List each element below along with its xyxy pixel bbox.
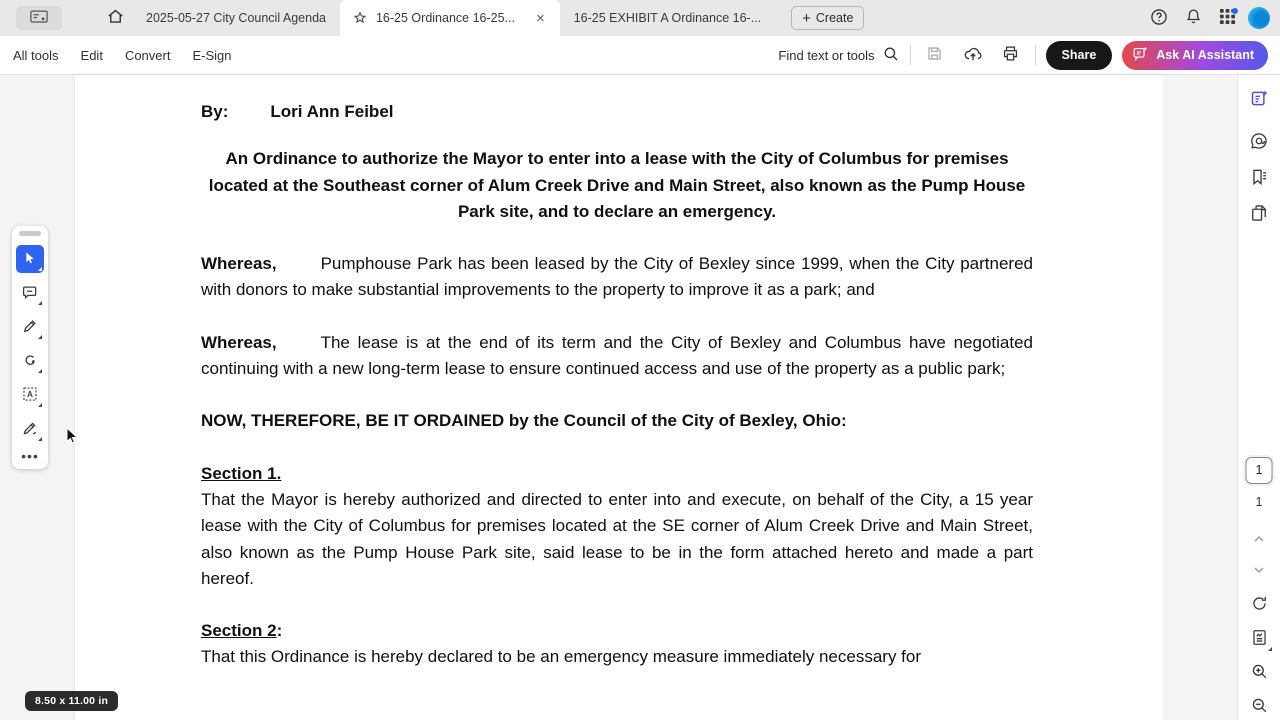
pencil-icon: [21, 317, 39, 338]
add-text-tool-button[interactable]: [16, 381, 44, 409]
help-icon: [1149, 7, 1169, 30]
tab-bar-right: [1146, 0, 1270, 36]
home-icon: [106, 7, 125, 29]
ask-ai-label: Ask AI Assistant: [1156, 48, 1254, 62]
save-icon: [925, 44, 944, 66]
document-menu-icon: [30, 10, 48, 27]
tab-city-council-agenda[interactable]: [132, 0, 340, 36]
cloud-upload-icon: [963, 44, 983, 67]
tab-ordinance-active[interactable]: [340, 0, 560, 36]
page-size-badge: 8.50 x 11.00 in: [25, 691, 118, 711]
divider: [1035, 45, 1036, 65]
whereas-text: Pumphouse Park has been leased by the City of Bexley since 1999, when the City partnered with donors to make substantial improvements to the property to improve it as a park; and: [201, 254, 1033, 300]
by-line: [201, 99, 1033, 125]
upload-cloud-button[interactable]: [959, 41, 987, 69]
search-icon: [882, 45, 900, 66]
draw-lasso-tool-button[interactable]: [16, 347, 44, 375]
rotate-page-button[interactable]: [1244, 590, 1274, 620]
comment-bubble-icon: [21, 283, 39, 304]
menu-convert[interactable]: Convert: [124, 47, 171, 63]
fill-sign-tool-button[interactable]: [16, 415, 44, 443]
bell-icon: [1184, 7, 1203, 29]
tab-label: 16-25 Ordinance 16-25...: [375, 11, 515, 25]
whereas-label: Whereas,: [201, 254, 277, 274]
divider: [910, 45, 911, 65]
page-gutter: [1163, 75, 1237, 720]
menu-esign[interactable]: E-Sign: [192, 47, 232, 63]
save-button[interactable]: [921, 41, 949, 69]
bookmark-icon: [1249, 167, 1269, 190]
comment-at-icon: [1249, 131, 1269, 154]
by-label: By:: [201, 102, 229, 121]
by-value: Lori Ann Feibel: [270, 102, 394, 121]
whereas-paragraph-2: [201, 330, 1033, 383]
comments-panel-button[interactable]: [1244, 127, 1274, 157]
pages-panel-button[interactable]: [1244, 199, 1274, 229]
create-tab-button[interactable]: [791, 6, 864, 30]
zoom-in-button[interactable]: [1244, 658, 1274, 688]
star-icon[interactable]: [352, 10, 368, 26]
lasso-curve-icon: [21, 351, 39, 372]
select-tool-button[interactable]: [16, 245, 44, 273]
zoom-in-icon: [1250, 662, 1269, 684]
create-label: Create: [815, 11, 854, 25]
bookmarks-panel-button[interactable]: [1244, 163, 1274, 193]
chevron-down-icon: [1251, 562, 1267, 581]
pages-icon: [1249, 203, 1269, 226]
toolbar: [0, 36, 1280, 75]
ai-document-icon: [1249, 88, 1270, 112]
page-view-options-button[interactable]: [1244, 624, 1274, 654]
cursor-arrow-icon: [22, 250, 38, 269]
rotate-icon: [1250, 594, 1269, 616]
ordinance-title: An Ordinance to authorize the Mayor to enter into a lease with the City of Columbus for premises located at the Southeast corner of Alum Creek Drive and Main Street, also known as the Pump House Park site, and to declare an emergency.: [208, 149, 1026, 221]
page-number-input[interactable]: 1: [1246, 457, 1273, 484]
highlight-pencil-tool-button[interactable]: [16, 313, 44, 341]
comment-tool-button[interactable]: [16, 279, 44, 307]
tab-bar: [0, 0, 1280, 36]
quick-tools-panel: [12, 226, 48, 469]
app-menu-button[interactable]: [16, 6, 62, 30]
help-button[interactable]: [1146, 5, 1172, 31]
page-layout-icon: [1250, 628, 1269, 650]
print-button[interactable]: [997, 41, 1025, 69]
printer-icon: [1001, 44, 1020, 66]
toolbar-right: [778, 41, 1268, 70]
whereas-text: The lease is at the end of its term and the City of Bexley and Columbus have negotiated continuing with a new long-term lease to ensure continued access and use of the property as a public park;: [201, 332, 1033, 379]
ai-assistant-panel-button[interactable]: [1244, 85, 1274, 115]
share-button[interactable]: Share: [1046, 41, 1113, 70]
right-panel: [1237, 75, 1280, 720]
tab-label: 16-25 EXHIBIT A Ordinance 16-...: [573, 11, 762, 25]
section-2-heading: Section 2:: [201, 621, 283, 641]
section-1-heading: Section 1.: [201, 463, 282, 483]
page-total: 1: [1255, 495, 1263, 509]
fountain-pen-icon: [21, 419, 39, 440]
notification-dot: [1232, 8, 1238, 14]
home-button[interactable]: [98, 3, 132, 33]
document-viewport: [0, 75, 1280, 720]
document-text: [201, 99, 1033, 697]
avatar[interactable]: [1248, 7, 1270, 29]
close-tab-icon[interactable]: ×: [535, 9, 545, 27]
section-1-text: That the Mayor is hereby authorized and directed to enter into and execute, on behalf of the City, a 15 year lease with the City of Columbus for premises located at the SE corner of Alum Creek Drive and Main Street, also known as the Pump House Park site, said lease to be in the form attached hereto and made a part hereof.: [201, 489, 1033, 588]
ordained-clause: NOW, THEREFORE, BE IT ORDAINED by the Council of the City of Bexley, Ohio:: [201, 411, 847, 431]
whereas-paragraph-1: [201, 251, 1033, 304]
whereas-label: Whereas,: [201, 332, 277, 352]
menu-edit[interactable]: Edit: [80, 47, 103, 63]
ai-chat-sparkle-icon: [1132, 45, 1149, 65]
chevron-up-icon: [1251, 531, 1267, 550]
tab-label: 2025-05-27 City Council Agenda: [146, 11, 326, 25]
zoom-out-icon: [1250, 696, 1269, 718]
menu-all-tools[interactable]: All tools: [13, 47, 59, 63]
find-label: Find text or tools: [778, 47, 875, 63]
ask-ai-assistant-button[interactable]: [1122, 41, 1268, 70]
find-text-control[interactable]: [778, 45, 899, 66]
next-page-button[interactable]: [1244, 556, 1274, 586]
zoom-out-button[interactable]: [1244, 692, 1274, 720]
drag-handle[interactable]: [19, 231, 41, 236]
text-selection-icon: [21, 385, 39, 406]
plus-icon: +: [802, 9, 811, 27]
more-tools-button[interactable]: •••: [21, 448, 39, 464]
notifications-button[interactable]: [1180, 5, 1206, 31]
section-2-text: That this Ordinance is hereby declared to be an emergency measure immediately necessary for: [201, 647, 922, 667]
pdf-page: [75, 75, 1163, 720]
app-grid-button[interactable]: [1214, 5, 1240, 31]
previous-page-button[interactable]: [1244, 525, 1274, 555]
tab-exhibit-a[interactable]: [560, 0, 775, 36]
svg-text:A: A: [27, 389, 33, 399]
